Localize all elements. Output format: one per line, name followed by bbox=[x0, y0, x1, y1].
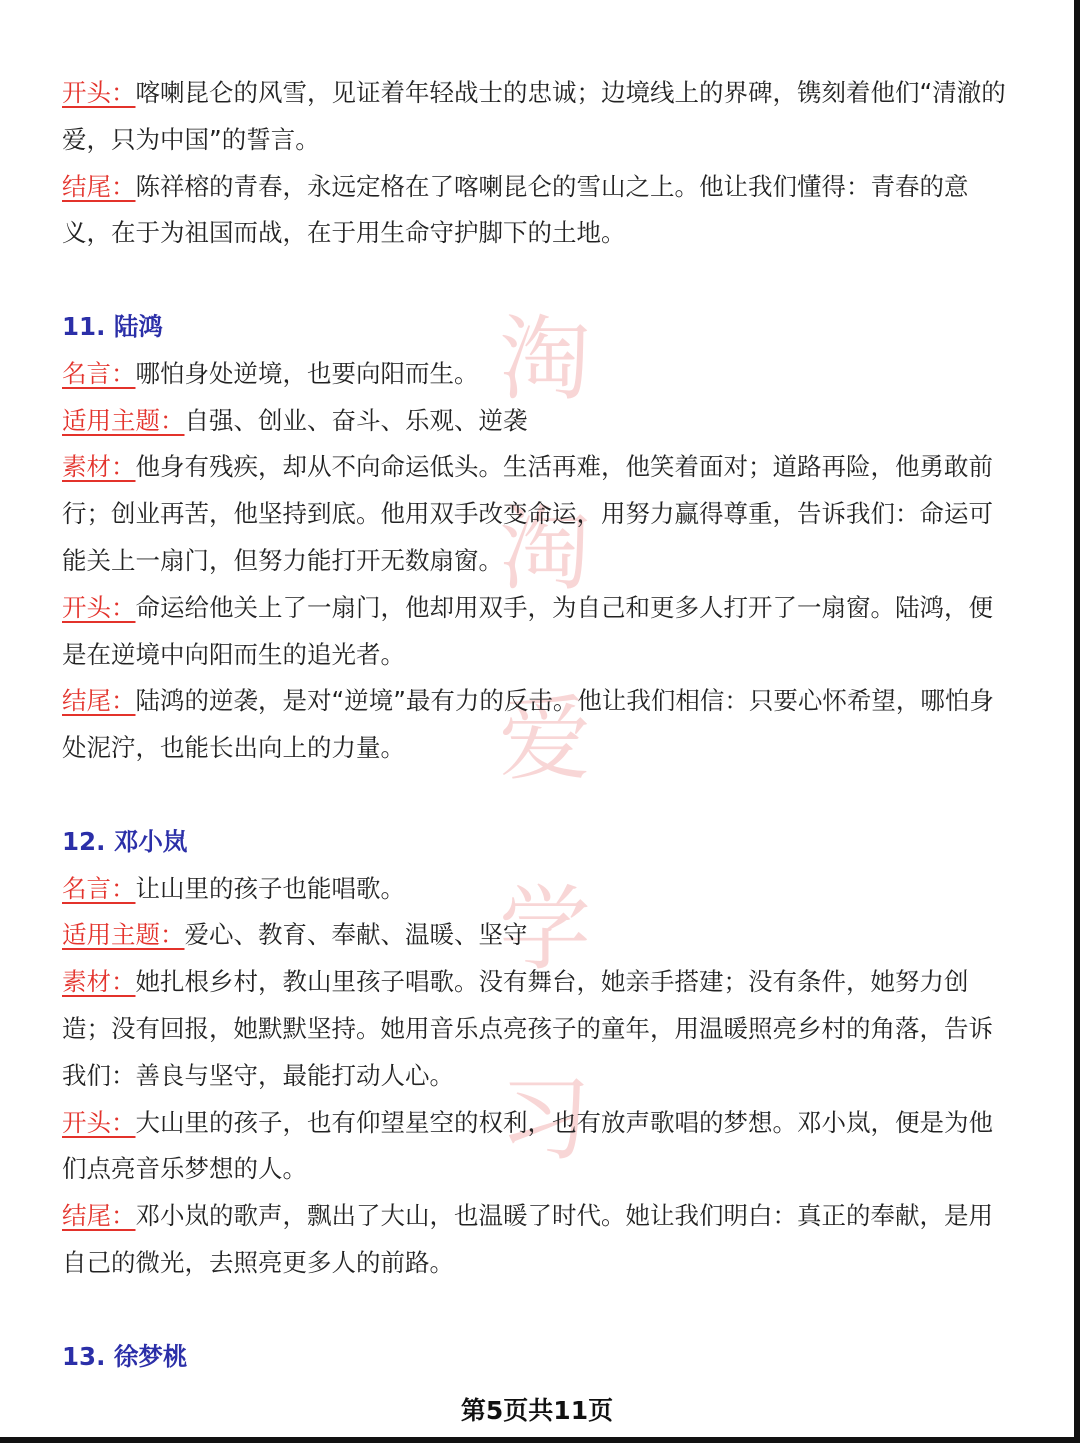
opening-text: 大山里的孩子，也有仰望星空的权利，也有放声歌唱的梦想。邓小岚，便是为他们点亮音乐梦想的人。 bbox=[62, 1107, 993, 1184]
material-text: 他身有残疾，却从不向命运低头。生活再难，他笑着面对；道路再险，他勇敢前行；创业再苦，他坚持到底。他用双手改变命运，用努力赢得尊重，告诉我们：命运可能关上一扇门，但努力能打开无数扇窗。 bbox=[62, 452, 993, 575]
page-number: 第5页共11页 bbox=[460, 1396, 614, 1425]
opening-label: 开头： bbox=[62, 78, 136, 107]
opening-paragraph bbox=[62, 1100, 1012, 1194]
quote-paragraph bbox=[62, 866, 1012, 913]
watermark-char: 爱 bbox=[498, 686, 591, 793]
material-label: 素材： bbox=[62, 452, 136, 482]
themes-label: 适用主题： bbox=[62, 920, 185, 950]
ending-label: 结尾： bbox=[62, 171, 136, 201]
watermark-char: 淘 bbox=[498, 306, 591, 413]
quote-text: 让山里的孩子也能唱歌。 bbox=[135, 873, 405, 903]
material-paragraph bbox=[62, 959, 1012, 1099]
opening-label: 开头： bbox=[62, 592, 136, 622]
quote-paragraph bbox=[62, 351, 1012, 398]
opening-paragraph bbox=[62, 70, 1012, 164]
opening-label: 开头： bbox=[62, 1107, 136, 1137]
quote-text: 哪怕身处逆境，也要向阳而生。 bbox=[135, 358, 479, 388]
opening-text: 喀喇昆仑的风雪，见证着年轻战士的忠诚；边境线上的界碑，镌刻着他们“清澈的爱，只为中国”的誓言。 bbox=[62, 78, 1006, 154]
document-content bbox=[62, 70, 1012, 1380]
ending-text: 陆鸿的逆袭，是对“逆境”最有力的反击。他让我们相信：只要心怀希望，哪怕身处泥泞，也能长出向上的力量。 bbox=[62, 686, 994, 763]
section-heading-11: 11. 陆鸿 bbox=[62, 311, 163, 341]
ending-paragraph bbox=[62, 164, 1012, 258]
section-heading-12: 12. 邓小岚 bbox=[62, 826, 188, 856]
ending-paragraph bbox=[62, 1193, 1012, 1287]
themes-label: 适用主题： bbox=[62, 405, 185, 435]
themes-text: 爱心、教育、奉献、温暖、坚守 bbox=[184, 920, 528, 950]
ending-text: 陈祥榕的青春，永远定格在了喀喇昆仑的雪山之上。他让我们懂得：青春的意义，在于为祖国而战，在于用生命守护脚下的土地。 bbox=[62, 171, 969, 248]
themes-paragraph bbox=[62, 398, 1012, 445]
material-text: 她扎根乡村，教山里孩子唱歌。没有舞台，她亲手搭建；没有条件，她努力创造；没有回报，她默默坚持。她用音乐点亮孩子的童年，用温暖照亮乡村的角落，告诉我们：善良与坚守，最能打动人心。 bbox=[62, 967, 993, 1090]
opening-text: 命运给他关上了一扇门，他却用双手，为自己和更多人打开了一扇窗。陆鸿，便是在逆境中向阳而生的追光者。 bbox=[62, 592, 993, 669]
opening-paragraph bbox=[62, 585, 1012, 679]
section-heading-13: 13. 徐梦桃 bbox=[62, 1341, 188, 1371]
watermark-char: 淘 bbox=[498, 496, 591, 603]
ending-paragraph bbox=[62, 678, 1012, 772]
ending-text: 邓小岚的歌声，飘出了大山，也温暖了时代。她让我们明白：真正的奉献，是用自己的微光，去照亮更多人的前路。 bbox=[62, 1201, 993, 1277]
ending-label: 结尾： bbox=[62, 686, 136, 716]
quote-label: 名言： bbox=[62, 873, 136, 903]
ending-label: 结尾： bbox=[62, 1201, 136, 1231]
material-label: 素材： bbox=[62, 967, 136, 997]
watermark-char: 习 bbox=[498, 1066, 591, 1173]
quote-label: 名言： bbox=[62, 358, 136, 388]
watermark-char: 学 bbox=[498, 876, 591, 983]
themes-text: 自强、创业、奋斗、乐观、逆袭 bbox=[184, 405, 528, 435]
themes-paragraph bbox=[62, 912, 1012, 959]
material-paragraph bbox=[62, 444, 1012, 584]
